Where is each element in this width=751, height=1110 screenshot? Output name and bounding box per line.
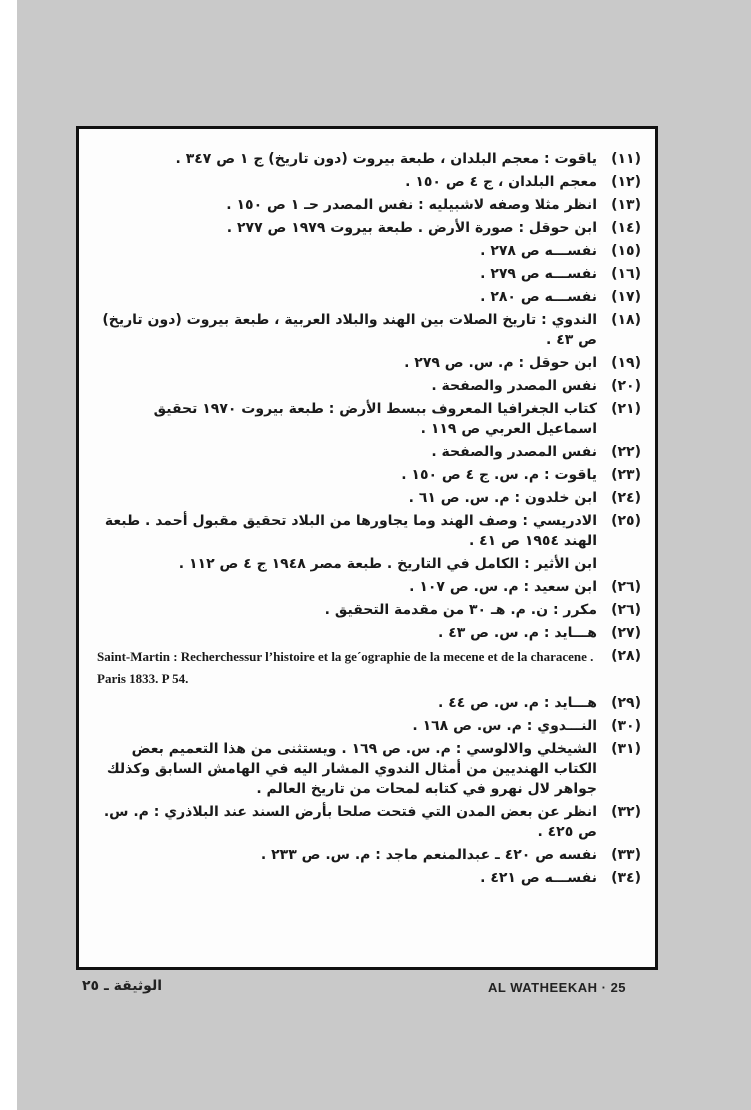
footnote-item [93, 845, 641, 865]
footnote-item [93, 716, 641, 736]
footnote-text: معجم البلدان ، ج ٤ ص ١٥٠ . [405, 174, 597, 190]
footnote-text: ابن سعيد : م. س. ص ١٠٧ . [409, 579, 597, 595]
footnote-item [93, 600, 641, 620]
footnote-number: (١٧) [611, 289, 641, 305]
footnote-text: نفســـه ص ٢٨٠ . [480, 289, 597, 305]
footnote-number: (١٩) [611, 355, 641, 371]
footnote-text: Saint-Martin : Recherchessur l’histoire et la ge´ographie de la mecene et de la characene . Paris 1833. P 54. [97, 649, 594, 686]
footnote-number: (٣٢) [611, 804, 641, 820]
footnote-number: (١٦) [611, 266, 641, 282]
footnote-number: (٢٢) [611, 444, 641, 460]
footnote-item [93, 511, 641, 551]
footnote-number: (٣٠) [611, 718, 641, 734]
footnote-text: الادريسي : وصف الهند وما يجاورها من البلاد تحقيق مقبول أحمد . طبعة الهند ١٩٥٤ ص ٤١ . [104, 513, 597, 549]
footnote-item [93, 623, 641, 643]
footnote-number: (١١) [611, 151, 641, 167]
footnote-item [93, 241, 641, 261]
footnote-text: ابن حوقل : صورة الأرض . طبعة بيروت ١٩٧٩ ص ٢٧٧ . [226, 220, 597, 236]
footnote-text: ابن خلدون : م. س. ص ٦١ . [408, 490, 597, 506]
footnote-text: مكرر : ن. م. هـ ٣٠ من مقدمة التحقيق . [324, 602, 597, 618]
footnote-text: نفسه ص ٤٢٠ ـ عبدالمنعم ماجد : م. س. ص ٢٣٣ . [260, 847, 597, 863]
footnote-text: ابن الأثير : الكامل في التاريخ . طبعة مصر ١٩٤٨ ج ٤ ص ١١٢ . [178, 556, 597, 572]
footnote-text: نفســـه ص ٤٢١ . [480, 870, 597, 886]
footnote-text: ياقوت : م. س. ج ٤ ص ١٥٠ . [401, 467, 597, 483]
footnote-text: نفس المصدر والصفحة . [431, 444, 597, 460]
footnote-item [93, 554, 641, 574]
footnote-number: (٢٣) [611, 467, 641, 483]
footnote-item [93, 442, 641, 462]
footnote-item [93, 399, 641, 439]
footnote-item [93, 465, 641, 485]
footnote-text: كتاب الجغرافيا المعروف ببسط الأرض : طبعة بيروت ١٩٧٠ تحقيق اسماعيل العربي ص ١١٩ . [153, 401, 597, 437]
footnote-item [93, 488, 641, 508]
footnote-item [93, 376, 641, 396]
footnote-number: (٢٥) [611, 513, 641, 529]
footnote-text: الشيخلي والالوسي : م. س. ص ١٦٩ . ويستثنى من هذا التعميم بعض الكتاب الهنديين من أمثال الندوي المشار اليه في الهامش السابق وكذلك جواهر لال نهرو في كتابه لمحات من تاريخ العالم . [106, 741, 597, 797]
footnote-number: (٢١) [611, 401, 641, 417]
footnote-number: (٢٦) [611, 579, 641, 595]
footnote-number: (٢٤) [611, 490, 641, 506]
footnote-item [93, 868, 641, 888]
footnote-item [93, 264, 641, 284]
footnote-number: (٢٨) [611, 648, 641, 664]
footnote-item [93, 739, 641, 799]
footnote-text: النـــدوي : م. س. ص ١٦٨ . [412, 718, 597, 734]
footnote-item [93, 802, 641, 842]
footnote-text: نفس المصدر والصفحة . [431, 378, 597, 394]
footnote-item [93, 218, 641, 238]
footnote-number: (٢٠) [611, 378, 641, 394]
footnote-item [93, 353, 641, 373]
footer-arabic: الوثيقة ـ ٢٥ [82, 978, 162, 994]
footnote-number: (١٣) [611, 197, 641, 213]
footnote-number: (٢٩) [611, 695, 641, 711]
footnote-number: (٣١) [611, 741, 641, 757]
footnote-number: (١٤) [611, 220, 641, 236]
footnote-text: الندوي : تاريخ الصلات بين الهند والبلاد العربية ، طبعة بيروت (دون تاريخ) ص ٤٣ . [102, 312, 597, 348]
footnote-item [93, 149, 641, 169]
footnote-text: انظر عن بعض المدن التي فتحت صلحا بأرض السند عند البلاذري : م. س. ص ٤٢٥ . [103, 804, 597, 840]
footnote-item [93, 195, 641, 215]
footnotes-box [76, 126, 658, 970]
footnote-text: نفســـه ص ٢٧٨ . [480, 243, 597, 259]
footnote-number: (٣٣) [611, 847, 641, 863]
footnote-number: (١٥) [611, 243, 641, 259]
footnote-text: هـــايد : م. س. ص ٤٤ . [438, 695, 597, 711]
footnote-text: انظر مثلا وصفه لاشبيليه : نفس المصدر حـ ١ ص ١٥٠ . [226, 197, 597, 213]
footnote-item [93, 310, 641, 350]
footnote-number: (٣٤) [611, 870, 641, 886]
footnote-text: ياقوت : معجم البلدان ، طبعة بيروت (دون تاريخ) ج ١ ص ٣٤٧ . [175, 151, 597, 167]
footnote-text: هـــايد : م. س. ص ٤٣ . [438, 625, 597, 641]
footnote-text: نفســـه ص ٢٧٩ . [480, 266, 597, 282]
footer-english: AL WATHEEKAH · 25 [488, 980, 627, 995]
footnote-number: (٢٦) [611, 602, 641, 618]
footnote-item [93, 172, 641, 192]
footnote-number: (١٨) [611, 312, 641, 328]
footnote-item [93, 577, 641, 597]
footnote-number: (٢٧) [611, 625, 641, 641]
footnote-item [93, 287, 641, 307]
footnote-item [93, 693, 641, 713]
footnote-number: (١٢) [611, 174, 641, 190]
footnote-text: ابن حوقل : م. س. ص ٢٧٩ . [404, 355, 597, 371]
footnote-item [93, 646, 641, 690]
